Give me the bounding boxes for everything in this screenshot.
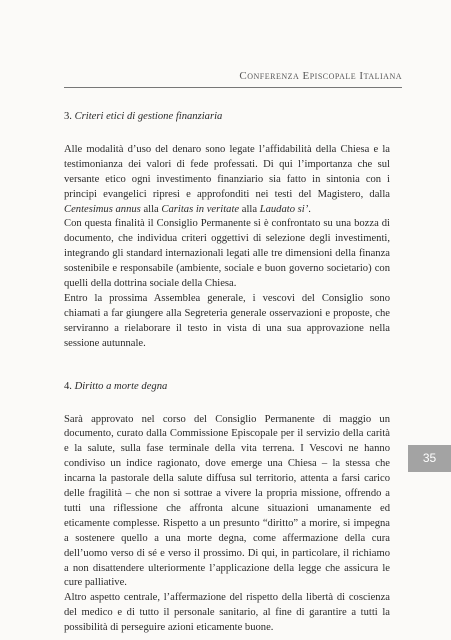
text-run: .: [308, 203, 311, 215]
header-rule: [64, 87, 402, 88]
text-run: alla: [140, 203, 162, 215]
running-header: Conferenza Episcopale Italiana: [239, 70, 402, 82]
section-3-paragraph-1: [64, 143, 390, 218]
section-3-title: [64, 110, 390, 125]
section-3-paragraph-3: Entro la prossima Assemblea generale, i vescovi del Consiglio sono chiamati a far giungere alla Segreteria generale osservazioni e proposte, che serviranno a rielaborare il testo in vista di una sua approvazione nella sessione autunnale.: [64, 292, 390, 349]
section-4-paragraph-1: Sarà approvato nel corso del Consiglio Permanente di maggio un documento, curato dalla Commissione Episcopale per il servizio della carità e la salute, sulla fase terminale della vita terrena. I Vescovi ne hanno condiviso un indice ragionato, dove emerge una Chiesa – la stessa che incarna la pastorale della salute diffusa sul territorio, attenta a farsi carico delle fragilità – che non si sottrae a vivere la propria missione, offrendo a tutti una riflessione che affronta alcune situazioni umanamente ed eticamente complesse. Rispetto a un presunto “diritto” a morire, si impegna a sostenere quello a una morte degna, come affermazione della cura dell’uomo verso di sé e verso il prossimo. Di qui, in particolare, il richiamo a non disattendere ulteriormente l’applicazione della legge che assicura le cure palliative.: [64, 413, 390, 589]
section-3-number: 3.: [64, 111, 72, 122]
text-run: alla: [239, 203, 260, 215]
section-4-title: [64, 380, 390, 395]
section-3-paragraph-2: Con questa finalità il Consiglio Permanente si è confrontato su una bozza di documento, che individua criteri oggettivi di selezione degli investimenti, integrando gli standard internazionali legati alle tre dimensioni della finanza sostenibile e responsabile (ambiente, sociale e buon governo societario) con quelli della dottrina sociale della Chiesa.: [64, 218, 390, 290]
text-run: Alle modalità d’uso del denaro sono legate l’affidabilità della Chiesa e la testimonianza dei valori di fede professati. Di qui l’importanza che sul versante etico ogni investimento finanziario sia fatto in sintonia con i principi evangelici ripresi e approfonditi nei testi del Magistero, dalla: [64, 143, 390, 200]
page-body: [64, 110, 390, 636]
section-4-heading: Diritto a morte degna: [74, 380, 168, 392]
citation-centesimus: Centesimus annus: [64, 203, 141, 215]
section-3-heading: Criteri etici di gestione finanziaria: [74, 111, 223, 122]
section-4-number: 4.: [64, 380, 72, 392]
page-number-tab: 35: [408, 445, 451, 472]
citation-laudato: Laudato si’: [259, 203, 309, 215]
citation-caritas: Caritas in veritate: [161, 203, 240, 215]
section-4-paragraph-2: Altro aspetto centrale, l’affermazione del rispetto della libertà di coscienza del medico e di tutto il personale sanitario, al fine di garantire a tutti la possibilità di perseguire azioni eticamente buone.: [64, 592, 390, 634]
